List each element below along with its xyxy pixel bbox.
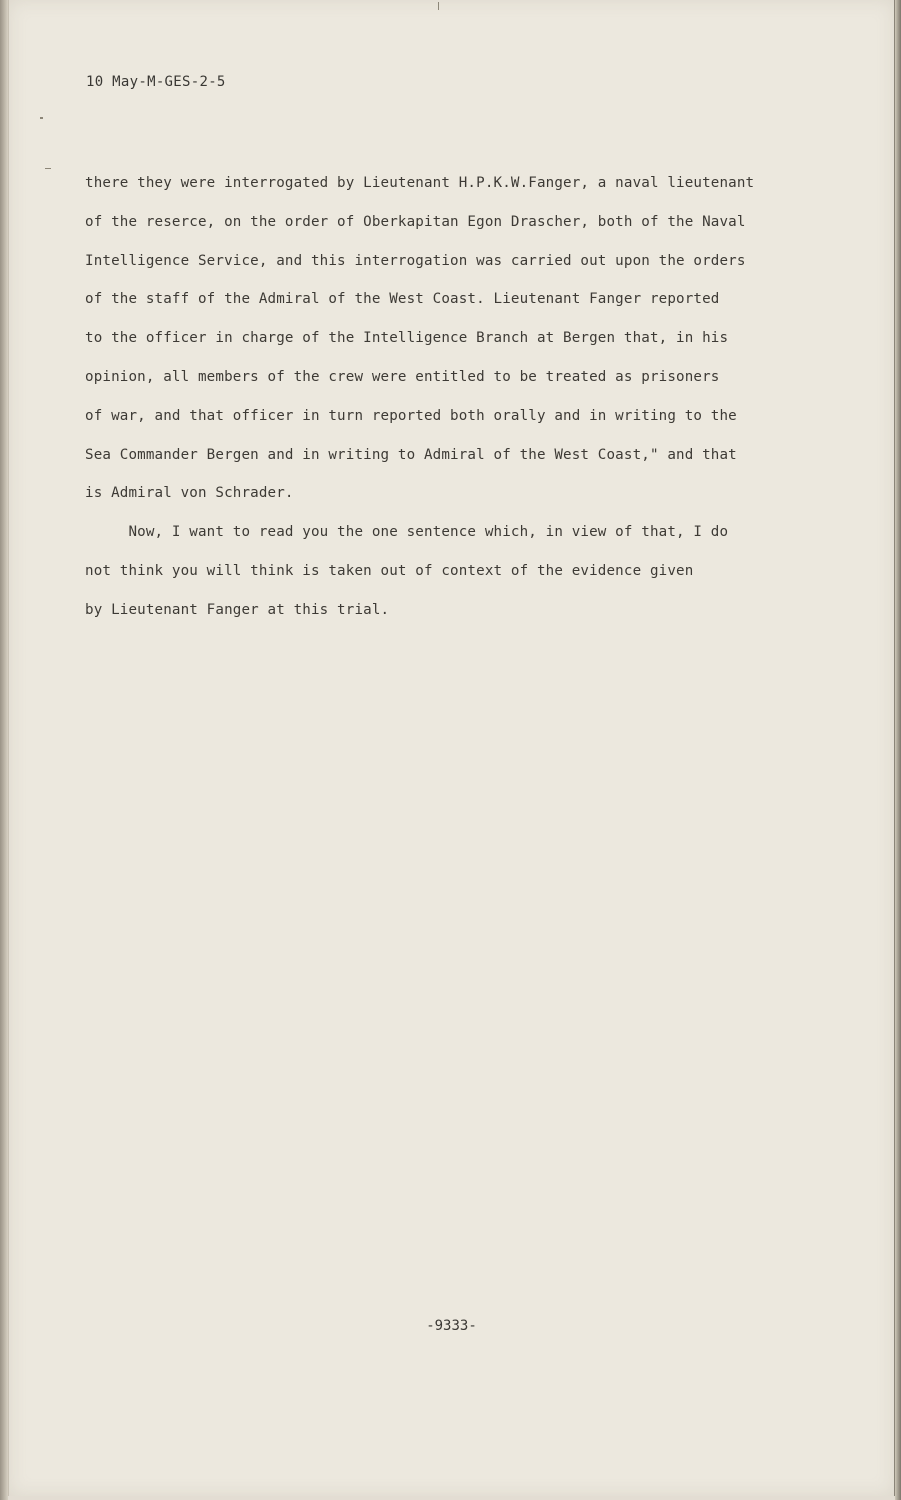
text-line: Now, I want to read you the one sentence which, in view of that, I do xyxy=(85,524,729,541)
text-line: by Lieutenant Fanger at this trial. xyxy=(85,601,390,618)
text-line: to the officer in charge of the Intelligence Branch at Bergen that, in his xyxy=(85,330,729,347)
paper-edge-right xyxy=(895,0,901,1500)
margin-tick-mark xyxy=(40,117,43,119)
text-line: there they were interrogated by Lieutenant H.P.K.W.Fanger, a naval lieutenant xyxy=(85,175,755,191)
text-line: not think you will think is taken out of context of the evidence given xyxy=(85,562,694,579)
document-body xyxy=(85,170,865,636)
page-number: -9333- xyxy=(426,1318,477,1334)
text-line: opinion, all members of the crew were entitled to be treated as prisoners xyxy=(85,368,720,385)
text-line: is Admiral von Schrader. xyxy=(85,485,294,502)
top-tick-mark xyxy=(438,2,439,10)
text-line: of the reserce, on the order of Oberkapitan Egon Drascher, both of the Naval xyxy=(85,213,746,230)
document-page xyxy=(8,0,896,1496)
paper-edge-left xyxy=(0,0,8,1500)
text-line: Sea Commander Bergen and in writing to Admiral of the West Coast," and that xyxy=(85,446,737,463)
text-line: of war, and that officer in turn reported both orally and in writing to the xyxy=(85,407,737,424)
text-line: of the staff of the Admiral of the West Coast. Lieutenant Fanger reported xyxy=(85,291,720,308)
margin-dash-mark xyxy=(45,168,51,169)
text-line: Intelligence Service, and this interrogation was carried out upon the orders xyxy=(85,252,746,269)
document-reference: 10 May-M-GES-2-5 xyxy=(86,74,226,90)
